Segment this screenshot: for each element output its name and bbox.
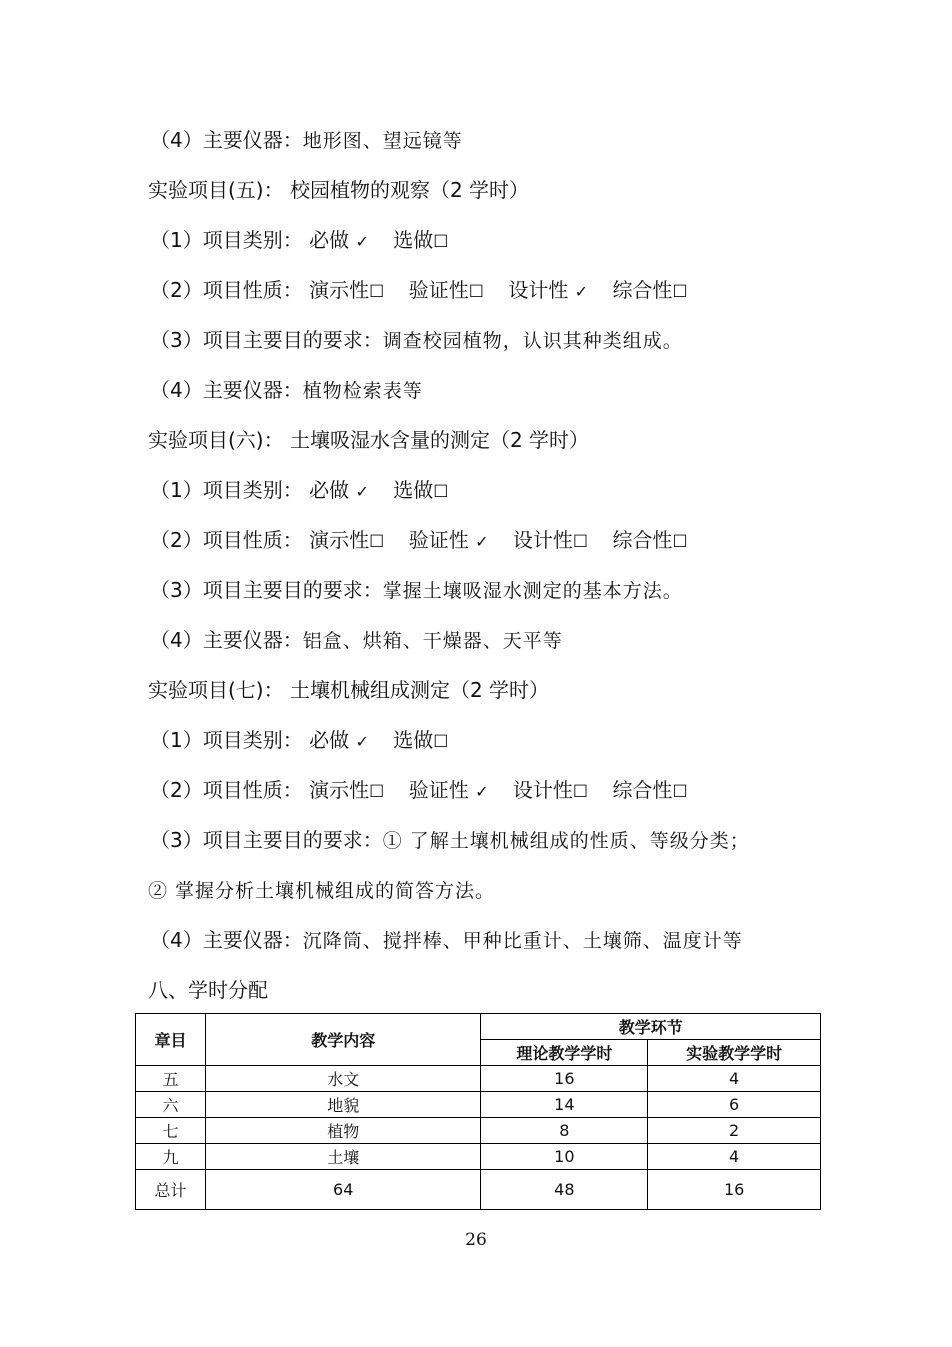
- cell-chapter: 五: [136, 1066, 206, 1092]
- header-lab-hours: 实验教学学时: [648, 1040, 821, 1066]
- hours-allocation-table: [135, 1013, 821, 1210]
- option: 演示性☐: [309, 528, 385, 552]
- cell-content: 地貌: [205, 1092, 481, 1118]
- cell-content: 土壤: [205, 1144, 481, 1170]
- purpose-continuation: [148, 875, 495, 906]
- checkbox-icon: ☐: [369, 282, 385, 302]
- line-label: （3）项目主要目的要求：: [150, 828, 383, 852]
- line-label: （3）项目主要目的要求：: [150, 328, 383, 352]
- line-value: 植物检索表等: [302, 380, 423, 402]
- header-content: 教学内容: [205, 1014, 481, 1066]
- project-heading: [148, 175, 529, 205]
- instrument-line: [150, 125, 463, 156]
- option: 选做☐: [393, 228, 449, 252]
- check-mark-icon: ✓: [355, 732, 369, 751]
- option: 演示性☐: [309, 278, 385, 302]
- option: 综合性☐: [612, 778, 688, 802]
- table-row: [136, 1092, 821, 1118]
- project-heading: [148, 675, 549, 705]
- instrument-line: [150, 375, 423, 406]
- line-label: （4）主要仪器：: [150, 928, 303, 952]
- option: 演示性☐: [309, 778, 385, 802]
- instrument-line: [150, 925, 743, 956]
- option: 综合性☐: [612, 278, 688, 302]
- instrument-line: [150, 625, 563, 656]
- option: 选做☐: [393, 728, 449, 752]
- line-label: （1）项目类别：: [150, 728, 303, 752]
- cell-chapter: 七: [136, 1118, 206, 1144]
- nature-line: [150, 525, 706, 557]
- option: 验证性 ✓: [408, 528, 489, 552]
- checkbox-icon: ☐: [433, 482, 449, 502]
- section-title-text: 八、学时分配: [148, 978, 268, 1002]
- line-label: （3）项目主要目的要求：: [150, 578, 383, 602]
- line-label: （1）项目类别：: [150, 228, 303, 252]
- checkbox-icon: ☐: [672, 532, 688, 552]
- check-mark-icon: ✓: [355, 482, 369, 501]
- option: 设计性☐: [512, 778, 589, 802]
- line-value: 沉降筒、搅拌棒、甲种比重计、土壤筛、温度计等: [302, 930, 743, 952]
- cell-lab: 2: [648, 1118, 821, 1144]
- table-total-row: [136, 1170, 821, 1210]
- option: 必做 ✓: [309, 478, 369, 502]
- cell-theory: 8: [481, 1118, 648, 1144]
- line-value: 掌握土壤吸湿水测定的基本方法。: [382, 580, 683, 602]
- line-label: （1）项目类别：: [150, 478, 303, 502]
- line-value: ① 了解土壤机械组成的性质、等级分类；: [382, 830, 750, 852]
- line-label: （2）项目性质：: [150, 278, 303, 302]
- purpose-line: [150, 575, 683, 606]
- cell-total-content: 64: [205, 1170, 481, 1210]
- check-mark-icon: ✓: [355, 232, 369, 251]
- heading-text: 实验项目(五)： 校园植物的观察（2 学时）: [148, 178, 530, 202]
- line-value: 铝盒、烘箱、干燥器、天平等: [302, 630, 563, 652]
- line-value: 调查校园植物，认识其种类组成。: [382, 330, 683, 352]
- nature-line: [150, 275, 706, 307]
- checkbox-icon: ☐: [572, 532, 589, 552]
- line-label: （4）主要仪器：: [150, 628, 303, 652]
- cell-theory: 14: [481, 1092, 648, 1118]
- section-title: [148, 975, 268, 1005]
- line-label: （4）主要仪器：: [150, 128, 303, 152]
- check-mark-icon: ✓: [475, 532, 489, 551]
- purpose-line: [150, 825, 750, 856]
- heading-text: 实验项目(七)： 土壤机械组成测定（2 学时）: [148, 678, 550, 702]
- cell-chapter: 六: [136, 1092, 206, 1118]
- project-heading: [148, 425, 589, 455]
- page-number: 26: [465, 1230, 487, 1250]
- checkbox-icon: ☐: [572, 782, 589, 802]
- cell-lab: 4: [648, 1066, 821, 1092]
- table-row: [136, 1118, 821, 1144]
- check-mark-icon: ✓: [574, 282, 589, 301]
- checkbox-icon: ☐: [672, 782, 688, 802]
- line-value: 地形图、望远镜等: [302, 130, 463, 152]
- check-mark-icon: ✓: [475, 782, 489, 801]
- table-row: [136, 1144, 821, 1170]
- cell-total-lab: 16: [648, 1170, 821, 1210]
- option: 验证性☐: [408, 278, 484, 302]
- checkbox-icon: ☐: [672, 282, 688, 302]
- line-label: （2）项目性质：: [150, 528, 303, 552]
- line-label: （4）主要仪器：: [150, 378, 303, 402]
- option: 选做☐: [393, 478, 449, 502]
- option: 必做 ✓: [309, 228, 369, 252]
- heading-text: 实验项目(六)： 土壤吸湿水含量的测定（2 学时）: [148, 428, 590, 452]
- cell-total-theory: 48: [481, 1170, 648, 1210]
- line-value: ② 掌握分析土壤机械组成的简答方法。: [148, 880, 496, 902]
- option: 综合性☐: [612, 528, 688, 552]
- cell-theory: 16: [481, 1066, 648, 1092]
- purpose-line: [150, 325, 683, 356]
- cell-content: 植物: [205, 1118, 481, 1144]
- option: 验证性 ✓: [408, 778, 489, 802]
- option: 设计性☐: [512, 528, 589, 552]
- checkbox-icon: ☐: [433, 732, 449, 752]
- checkbox-icon: ☐: [468, 282, 484, 302]
- cell-theory: 10: [481, 1144, 648, 1170]
- nature-line: [150, 775, 706, 807]
- checkbox-icon: ☐: [369, 782, 385, 802]
- category-line: [150, 475, 466, 507]
- cell-lab: 6: [648, 1092, 821, 1118]
- cell-total-label: 总计: [136, 1170, 206, 1210]
- category-line: [150, 725, 466, 757]
- header-chapter: 章目: [136, 1014, 206, 1066]
- cell-lab: 4: [648, 1144, 821, 1170]
- checkbox-icon: ☐: [433, 232, 449, 252]
- table-row: [136, 1066, 821, 1092]
- header-theory-hours: 理论教学学时: [481, 1040, 648, 1066]
- category-line: [150, 225, 466, 257]
- option: 设计性 ✓: [508, 278, 589, 302]
- cell-chapter: 九: [136, 1144, 206, 1170]
- table-header-row: [136, 1014, 821, 1040]
- option: 必做 ✓: [309, 728, 369, 752]
- cell-content: 水文: [205, 1066, 481, 1092]
- line-label: （2）项目性质：: [150, 778, 303, 802]
- header-teaching-group: 教学环节: [481, 1014, 821, 1040]
- checkbox-icon: ☐: [369, 532, 385, 552]
